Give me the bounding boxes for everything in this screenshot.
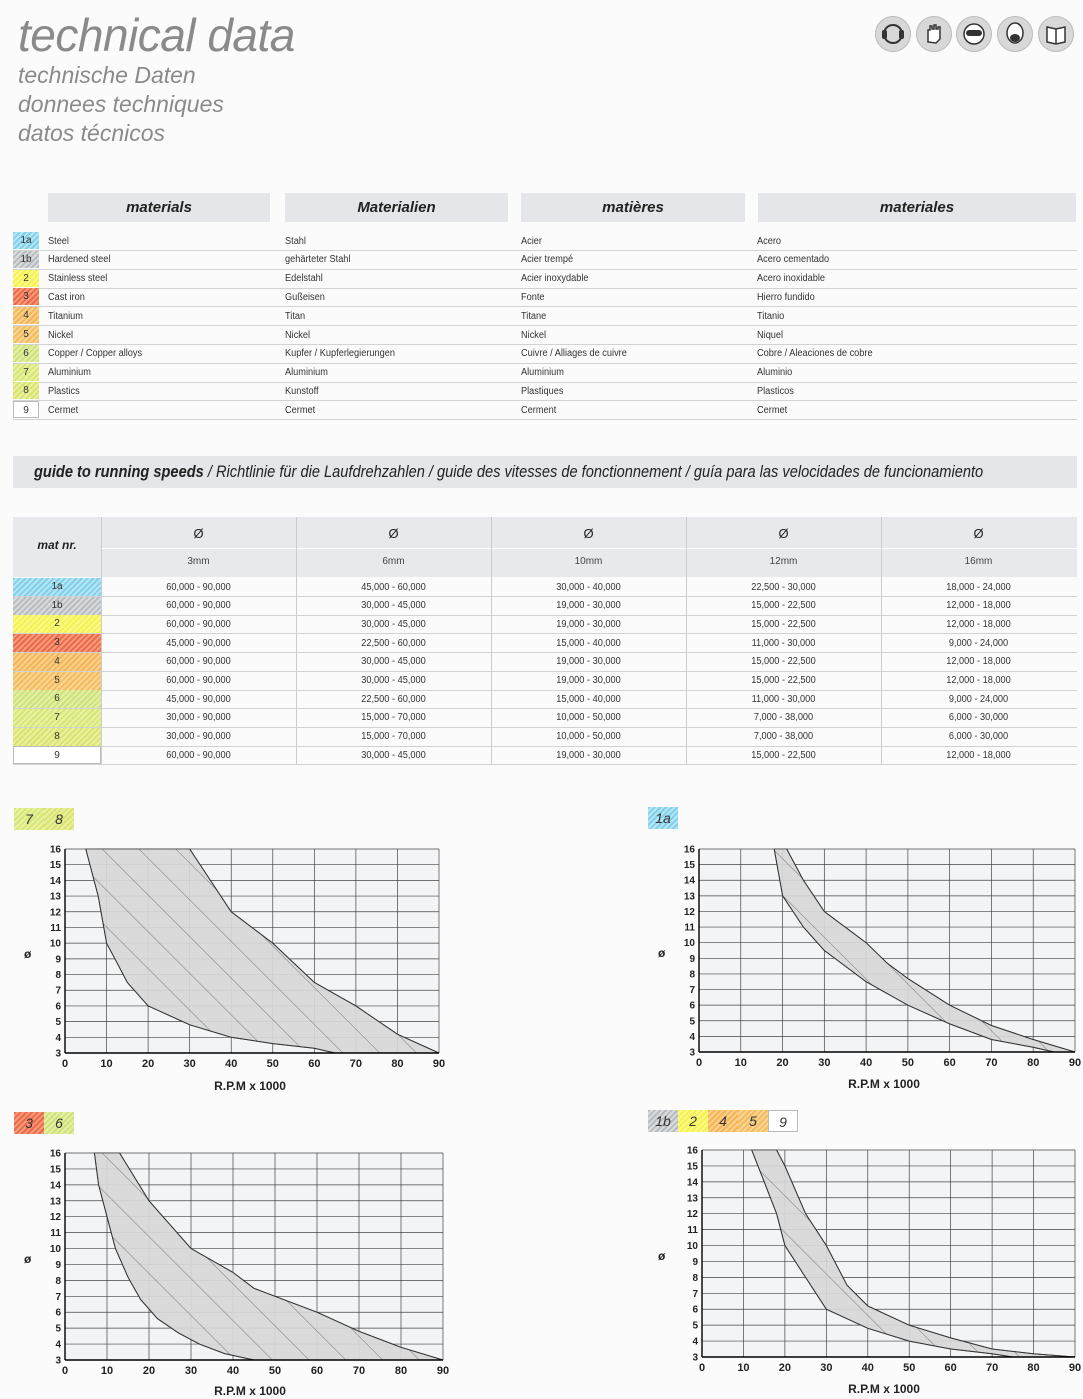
y-tick-label: 4: [689, 1031, 695, 1043]
material-code: 1b: [13, 251, 39, 268]
material-name-en: Titanium: [48, 310, 83, 322]
y-tick-label: 3: [692, 1352, 698, 1364]
mat-nr-header: mat nr.: [37, 538, 77, 552]
speed-value: 7,000 - 38,000: [753, 712, 814, 724]
x-tick-label: 30: [818, 1057, 831, 1069]
x-tick-label: 60: [310, 1365, 324, 1377]
page-title-fr: donnees techniques: [18, 91, 224, 117]
y-tick-label: 5: [55, 1323, 61, 1335]
material-name-en: Stainless steel: [48, 273, 108, 285]
y-tick-label: 9: [692, 1256, 698, 1268]
y-tick-label: 3: [55, 1048, 61, 1060]
y-tick-label: 7: [55, 985, 61, 997]
speed-value: 15,000 - 22,500: [751, 749, 816, 761]
material-name-es: Acero cementado: [757, 254, 830, 266]
materials-header-fr: matières: [521, 193, 745, 222]
material-code: 9: [13, 401, 39, 418]
y-tick-label: 13: [686, 1193, 698, 1205]
x-tick-label: 50: [901, 1057, 915, 1069]
chart-material-tag: 5: [738, 1110, 768, 1132]
material-name-de: Aluminium: [285, 367, 328, 379]
y-tick-label: 16: [49, 844, 61, 856]
page-title-es: datos técnicos: [18, 120, 166, 146]
material-name-fr: Fonte: [521, 291, 545, 303]
y-tick-label: 15: [49, 1164, 61, 1176]
speed-value: 9,000 - 24,000: [948, 693, 1009, 705]
y-tick-label: 5: [689, 1016, 695, 1028]
material-row: [13, 232, 1077, 251]
material-name-fr: Cuivre / Alliages de cuivre: [521, 348, 627, 360]
x-tick-label: 0: [61, 1058, 69, 1070]
speed-value: 22,500 - 60,000: [361, 693, 426, 705]
guide-heading-en: guide to running speeds: [34, 462, 204, 481]
material-code: 5: [13, 326, 39, 343]
speed-value: 30,000 - 45,000: [361, 600, 426, 612]
speed-value: 19,000 - 30,000: [556, 618, 621, 630]
speed-value: 15,000 - 70,000: [361, 731, 426, 743]
x-tick-label: 70: [985, 1362, 999, 1374]
x-tick-label: 50: [268, 1365, 282, 1377]
diameter-symbol: Ø: [388, 526, 399, 541]
material-name-es: Titanio: [757, 310, 785, 322]
y-tick-label: 10: [683, 938, 695, 950]
x-tick-label: 60: [308, 1058, 321, 1070]
y-axis-label: ø: [24, 1252, 32, 1267]
x-tick-label: 90: [1068, 1362, 1082, 1374]
y-tick-label: 14: [49, 875, 61, 887]
x-tick-label: 10: [734, 1057, 747, 1069]
diameter-header: 3mm: [187, 556, 210, 567]
y-tick-label: 12: [49, 1212, 61, 1224]
speed-value: 15,000 - 22,500: [751, 618, 816, 630]
y-tick-label: 9: [55, 1259, 61, 1271]
speed-value: 10,000 - 50,000: [556, 731, 621, 743]
diameter-header: 6mm: [382, 556, 405, 567]
material-name-de: Kupfer / Kupferlegierungen: [285, 348, 395, 360]
material-code: 2: [13, 270, 39, 287]
x-axis-label: R.P.M x 1000: [848, 1077, 920, 1091]
speed-value: 12,000 - 18,000: [946, 749, 1011, 761]
material-name-de: Stahl: [285, 235, 306, 247]
speed-value: 19,000 - 30,000: [556, 675, 621, 686]
speed-value: 11,000 - 30,000: [751, 693, 816, 705]
x-tick-label: 20: [776, 1057, 789, 1069]
manual-icon: [1038, 16, 1074, 52]
x-tick-label: 20: [778, 1362, 792, 1374]
rpm-chart: [686, 1145, 1082, 1374]
y-tick-label: 7: [55, 1291, 61, 1303]
speed-value: 60,000 - 90,000: [166, 581, 231, 593]
material-name-en: Steel: [48, 235, 69, 247]
y-tick-label: 12: [686, 1209, 698, 1221]
y-tick-label: 3: [689, 1047, 695, 1059]
x-tick-label: 50: [903, 1362, 916, 1374]
material-name-es: Cobre / Aleaciones de cobre: [757, 348, 873, 360]
x-tick-label: 40: [861, 1362, 874, 1374]
speed-value: 9,000 - 24,000: [948, 637, 1009, 649]
y-tick-label: 6: [55, 1001, 61, 1013]
speed-value: 15,000 - 70,000: [361, 712, 426, 724]
speed-value: 60,000 - 90,000: [166, 600, 231, 612]
material-name-de: Titan: [285, 310, 306, 322]
page-title-de: technische Daten: [18, 62, 196, 88]
y-axis-label: ø: [658, 1249, 666, 1264]
speed-value: 45,000 - 90,000: [166, 693, 231, 705]
speed-value: 12,000 - 18,000: [946, 656, 1011, 668]
speed-value: 10,000 - 50,000: [556, 712, 621, 724]
diameter-header: 10mm: [574, 556, 603, 567]
y-tick-label: 12: [683, 906, 695, 918]
speed-value: 15,000 - 22,500: [751, 656, 816, 668]
material-name-fr: Cerment: [521, 404, 557, 416]
material-code: 7: [13, 364, 39, 381]
x-tick-label: 80: [394, 1365, 408, 1377]
rpm-chart-svg: [49, 1148, 450, 1377]
speed-mat-code: 4: [13, 653, 101, 671]
y-tick-label: 8: [55, 970, 61, 982]
speed-value: 12,000 - 18,000: [946, 675, 1011, 686]
diameter-symbol: Ø: [583, 526, 594, 541]
material-name-es: Cermet: [757, 404, 788, 416]
x-tick-label: 50: [266, 1058, 279, 1070]
x-tick-label: 70: [349, 1058, 363, 1070]
material-name-en: Plastics: [48, 385, 80, 397]
materials-header-en: materials: [48, 193, 270, 222]
y-tick-label: 4: [55, 1032, 61, 1044]
speed-value: 12,000 - 18,000: [946, 618, 1011, 630]
material-name-en: Copper / Copper alloys: [48, 348, 143, 360]
material-name-fr: Aluminium: [521, 367, 564, 379]
x-axis-label: R.P.M x 1000: [214, 1384, 286, 1398]
material-name-de: Cermet: [285, 404, 316, 416]
speed-value: 30,000 - 45,000: [361, 675, 426, 686]
diameter-symbol: Ø: [193, 526, 204, 541]
speed-value: 19,000 - 30,000: [556, 656, 621, 668]
material-name-es: Plasticos: [757, 385, 794, 397]
plot-area: [699, 849, 1075, 1052]
mask-icon: [997, 16, 1033, 52]
material-name-es: Hierro fundido: [757, 291, 815, 303]
rpm-chart-svg: [686, 1145, 1082, 1374]
guide-heading-translations: / Richtlinie für die Laufdrehzahlen / guide des vitesses de fonctionnement / guía para las velocidades de funcionamiento: [203, 462, 984, 481]
diameter-header: 12mm: [769, 556, 798, 567]
speed-mat-code: 8: [13, 728, 101, 746]
x-tick-label: 60: [944, 1362, 957, 1374]
speed-value: 30,000 - 45,000: [361, 749, 426, 761]
x-tick-label: 90: [1068, 1057, 1082, 1069]
y-axis-label: ø: [658, 946, 666, 961]
rpm-chart: [683, 844, 1082, 1069]
rpm-chart: [49, 1148, 450, 1377]
x-tick-label: 70: [985, 1057, 998, 1069]
y-tick-label: 6: [55, 1307, 61, 1319]
x-tick-label: 0: [698, 1362, 706, 1374]
y-tick-label: 6: [692, 1304, 698, 1316]
materials-header-de: Materialien: [285, 193, 508, 222]
material-name-de: Gußeisen: [285, 291, 325, 303]
speed-value: 45,000 - 60,000: [361, 581, 426, 593]
y-tick-label: 13: [683, 891, 695, 903]
x-tick-label: 10: [100, 1058, 113, 1070]
y-tick-label: 10: [49, 1244, 61, 1256]
speed-value: 60,000 - 90,000: [166, 656, 231, 668]
material-name-fr: Acier: [521, 235, 542, 247]
speed-mat-code: 9: [13, 746, 101, 764]
speed-value: 45,000 - 90,000: [166, 637, 231, 649]
material-name-fr: Plastiques: [521, 385, 564, 397]
material-row: [13, 288, 1077, 307]
y-tick-label: 16: [686, 1145, 698, 1157]
x-tick-label: 40: [859, 1057, 873, 1069]
y-tick-label: 8: [692, 1272, 698, 1284]
speed-value: 6,000 - 30,000: [948, 731, 1009, 743]
speed-value: 7,000 - 38,000: [753, 731, 814, 743]
material-name-en: Cast iron: [48, 291, 85, 303]
x-tick-label: 40: [225, 1058, 238, 1070]
x-tick-label: 20: [141, 1058, 155, 1070]
material-code: 6: [13, 345, 39, 362]
material-name-es: Acero: [757, 235, 782, 247]
y-tick-label: 16: [49, 1148, 61, 1160]
material-name-de: gehärteter Stahl: [285, 254, 351, 266]
speed-value: 18,000 - 24,000: [946, 581, 1011, 593]
speed-value: 6,000 - 30,000: [948, 712, 1009, 724]
speed-value: 30,000 - 90,000: [166, 712, 231, 724]
speed-value: 19,000 - 30,000: [556, 600, 621, 612]
material-name-en: Hardened steel: [48, 254, 111, 266]
y-tick-label: 10: [686, 1241, 698, 1253]
y-tick-label: 6: [689, 1000, 695, 1012]
material-code: 8: [13, 382, 39, 399]
page-title: technical data: [18, 9, 295, 61]
y-tick-label: 11: [684, 922, 695, 934]
material-code: 3: [13, 288, 39, 305]
chart-material-tag: 7: [14, 808, 44, 830]
speed-value: 11,000 - 30,000: [751, 637, 816, 649]
speed-value: 19,000 - 30,000: [556, 749, 621, 761]
x-tick-label: 70: [352, 1365, 366, 1377]
speed-value: 30,000 - 45,000: [361, 618, 426, 630]
glove-icon: [916, 16, 952, 52]
speed-mat-code: 7: [13, 709, 101, 727]
x-tick-label: 30: [183, 1058, 196, 1070]
ear-protection-icon: [875, 16, 911, 52]
speed-mat-code: 3: [13, 634, 101, 652]
y-tick-label: 15: [686, 1161, 698, 1173]
diameter-symbol: Ø: [973, 526, 984, 541]
y-tick-label: 13: [49, 1196, 61, 1208]
material-name-en: Nickel: [48, 329, 74, 341]
x-tick-label: 80: [1027, 1362, 1040, 1374]
chart-material-tag: 6: [44, 1112, 74, 1134]
y-tick-label: 14: [49, 1180, 61, 1192]
rpm-chart: [49, 844, 446, 1070]
x-axis-label: R.P.M x 1000: [848, 1382, 920, 1396]
material-name-de: Nickel: [285, 329, 311, 341]
x-tick-label: 40: [226, 1365, 240, 1377]
speed-value: 60,000 - 90,000: [166, 749, 231, 761]
x-tick-label: 30: [184, 1365, 198, 1377]
y-tick-label: 14: [686, 1177, 698, 1189]
y-tick-label: 4: [692, 1336, 698, 1348]
x-tick-label: 90: [432, 1058, 446, 1070]
x-tick-label: 10: [737, 1362, 750, 1374]
y-tick-label: 15: [49, 860, 61, 872]
materials-header-es: materiales: [758, 193, 1076, 222]
speed-mat-code: 1b: [13, 597, 101, 615]
material-name-es: Acero inoxidable: [757, 273, 826, 285]
x-tick-label: 0: [61, 1365, 69, 1377]
speed-value: 60,000 - 90,000: [166, 618, 231, 630]
chart-material-tag: 2: [678, 1110, 708, 1132]
chart-material-tag: 1a: [648, 807, 678, 829]
speed-value: 30,000 - 40,000: [556, 581, 621, 593]
x-tick-label: 60: [943, 1057, 956, 1069]
chart-material-tag: 4: [708, 1110, 738, 1132]
x-axis-label: R.P.M x 1000: [214, 1079, 286, 1093]
speed-mat-code: 6: [13, 690, 101, 708]
speed-mat-code: 1a: [13, 578, 101, 596]
material-name-es: Aluminio: [757, 367, 793, 379]
speed-value: 22,500 - 60,000: [361, 637, 426, 649]
material-name-fr: Acier inoxydable: [521, 273, 589, 285]
speed-value: 22,500 - 30,000: [751, 581, 816, 593]
diameter-header: 16mm: [964, 556, 993, 567]
diameter-symbol: Ø: [778, 526, 789, 541]
material-code: 1a: [13, 232, 39, 249]
rpm-chart-svg: [49, 844, 446, 1070]
y-tick-label: 15: [683, 860, 695, 872]
chart-material-tag: 1b: [648, 1110, 678, 1132]
y-tick-label: 13: [49, 891, 61, 903]
speed-value: 60,000 - 90,000: [166, 675, 231, 686]
x-tick-label: 80: [1027, 1057, 1040, 1069]
material-name-de: Kunstoff: [285, 385, 319, 397]
chart-material-tag: 8: [44, 808, 74, 830]
x-tick-label: 10: [100, 1365, 114, 1377]
material-name-es: Niquel: [757, 329, 784, 341]
speed-value: 30,000 - 90,000: [166, 731, 231, 743]
y-tick-label: 9: [55, 954, 61, 966]
y-tick-label: 16: [683, 844, 695, 856]
material-name-fr: Nickel: [521, 329, 547, 341]
speed-value: 12,000 - 18,000: [946, 600, 1011, 612]
material-code: 4: [13, 307, 39, 324]
guide-heading: [34, 462, 983, 482]
chart-material-tag: 9: [768, 1110, 798, 1132]
speed-value: 15,000 - 40,000: [556, 693, 621, 705]
y-tick-label: 14: [683, 875, 695, 887]
y-tick-label: 10: [49, 938, 61, 950]
goggles-icon: [956, 16, 992, 52]
chart-material-tag: 3: [14, 1112, 44, 1134]
rpm-chart-svg: [683, 844, 1082, 1069]
y-tick-label: 7: [689, 985, 695, 997]
material-name-de: Edelstahl: [285, 273, 323, 285]
x-tick-label: 90: [436, 1365, 450, 1377]
speed-value: 15,000 - 40,000: [556, 637, 621, 649]
y-axis-label: ø: [24, 946, 32, 961]
x-tick-label: 80: [391, 1058, 404, 1070]
y-tick-label: 12: [49, 907, 61, 919]
y-tick-label: 11: [50, 1228, 61, 1240]
material-name-fr: Titane: [521, 310, 547, 322]
y-tick-label: 11: [687, 1225, 698, 1237]
material-name-fr: Acier trempé: [521, 254, 574, 266]
material-name-en: Cermet: [48, 404, 79, 416]
y-tick-label: 5: [55, 1017, 61, 1029]
speed-mat-code: 2: [13, 615, 101, 633]
y-tick-label: 3: [55, 1355, 61, 1367]
speed-value: 15,000 - 22,500: [751, 675, 816, 686]
speed-value: 30,000 - 45,000: [361, 656, 426, 668]
y-tick-label: 11: [50, 922, 61, 934]
y-tick-label: 8: [689, 969, 695, 981]
speed-mat-code: 5: [13, 672, 101, 690]
y-tick-label: 9: [689, 953, 695, 965]
x-tick-label: 30: [820, 1362, 833, 1374]
y-tick-label: 8: [55, 1275, 61, 1287]
material-name-en: Aluminium: [48, 367, 91, 379]
speed-value: 15,000 - 22,500: [751, 600, 816, 612]
y-tick-label: 5: [692, 1320, 698, 1332]
x-tick-label: 20: [142, 1365, 156, 1377]
y-tick-label: 4: [55, 1339, 61, 1351]
y-tick-label: 7: [692, 1288, 698, 1300]
x-tick-label: 0: [695, 1057, 703, 1069]
